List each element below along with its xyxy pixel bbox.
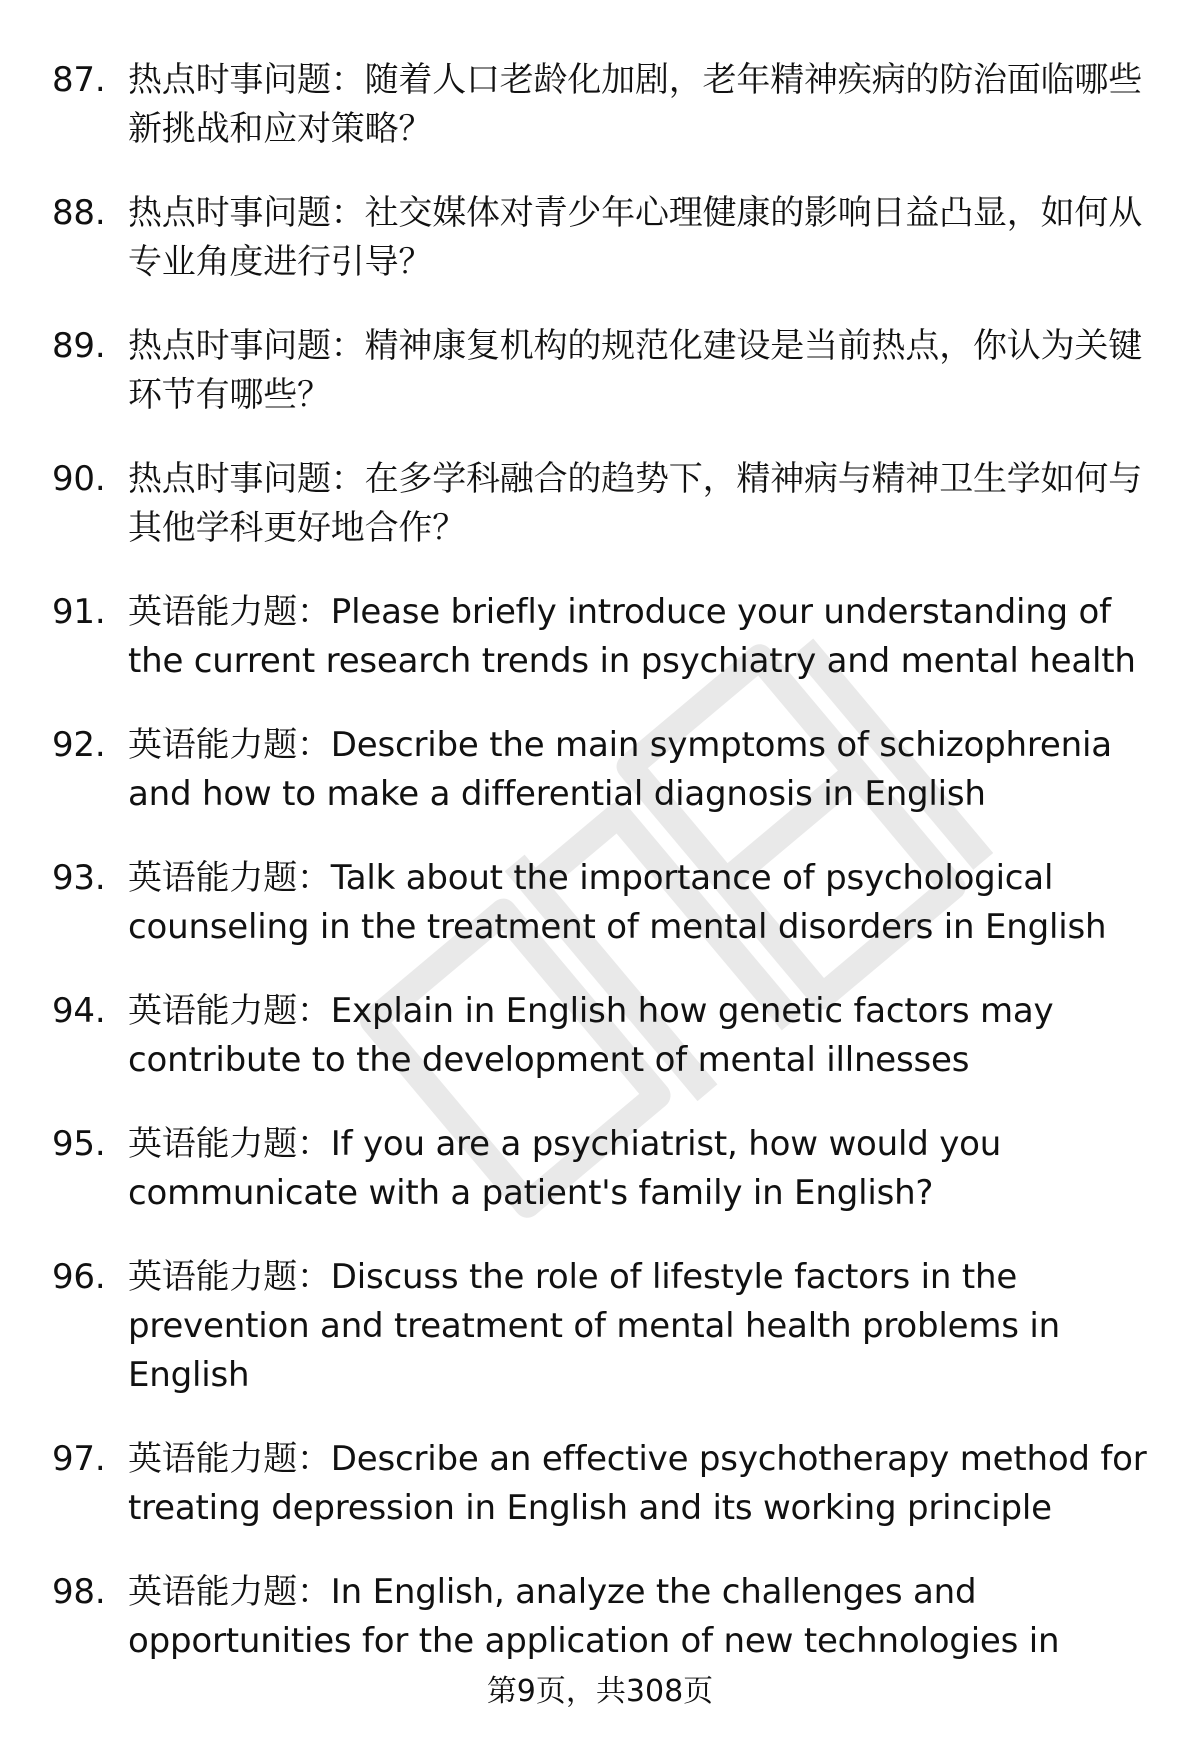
question-number: 97.: [52, 1439, 106, 1479]
question-item: [52, 189, 1162, 287]
question-text: 英语能力题：Describe an effective psychotherapy method for treating depression in English and its working principle: [128, 1439, 1147, 1528]
question-text: 英语能力题：Describe the main symptoms of schizophrenia and how to make a differential diagnosis in English: [128, 725, 1112, 814]
question-item: [52, 1568, 1162, 1666]
question-item: [52, 987, 1162, 1085]
question-item: [52, 588, 1162, 686]
question-item: [52, 455, 1162, 553]
question-item: [52, 1253, 1162, 1400]
question-text: 热点时事问题：随着人口老龄化加剧，老年精神疾病的防治面临哪些新挑战和应对策略？: [128, 60, 1142, 149]
question-number: 89.: [52, 326, 106, 366]
question-number: 91.: [52, 592, 106, 632]
question-text: 热点时事问题：精神康复机构的规范化建设是当前热点，你认为关键环节有哪些？: [128, 326, 1142, 415]
question-text: 英语能力题：Please briefly introduce your understanding of the current research trends in psychiatry and mental health: [128, 592, 1136, 681]
question-number: 98.: [52, 1572, 106, 1612]
question-item: [52, 721, 1162, 819]
question-number: 95.: [52, 1124, 106, 1164]
question-text: 热点时事问题：社交媒体对青少年心理健康的影响日益凸显，如何从专业角度进行引导？: [128, 193, 1142, 282]
question-text: 英语能力题：In English, analyze the challenges and opportunities for the application of new technologies in: [128, 1572, 1060, 1661]
question-item: [52, 322, 1162, 420]
question-list: [52, 56, 1162, 1701]
question-number: 88.: [52, 193, 106, 233]
question-number: 96.: [52, 1257, 106, 1297]
question-text: 英语能力题：Explain in English how genetic factors may contribute to the development of mental illnesses: [128, 991, 1054, 1080]
question-number: 92.: [52, 725, 106, 765]
question-text: 热点时事问题：在多学科融合的趋势下，精神病与精神卫生学如何与其他学科更好地合作？: [128, 459, 1142, 548]
question-text: 英语能力题：Talk about the importance of psychological counseling in the treatment of mental disorders in English: [128, 858, 1107, 947]
question-number: 87.: [52, 60, 106, 100]
question-item: [52, 1435, 1162, 1533]
question-number: 93.: [52, 858, 106, 898]
question-text: 英语能力题：If you are a psychiatrist, how would you communicate with a patient's family in English?: [128, 1124, 1002, 1213]
page-footer: 第9页，共308页: [486, 1674, 714, 1709]
question-item: [52, 56, 1162, 154]
question-item: [52, 854, 1162, 952]
question-number: 90.: [52, 459, 106, 499]
question-item: [52, 1120, 1162, 1218]
question-number: 94.: [52, 991, 106, 1031]
question-text: 英语能力题：Discuss the role of lifestyle factors in the prevention and treatment of mental health problems in English: [128, 1257, 1061, 1395]
